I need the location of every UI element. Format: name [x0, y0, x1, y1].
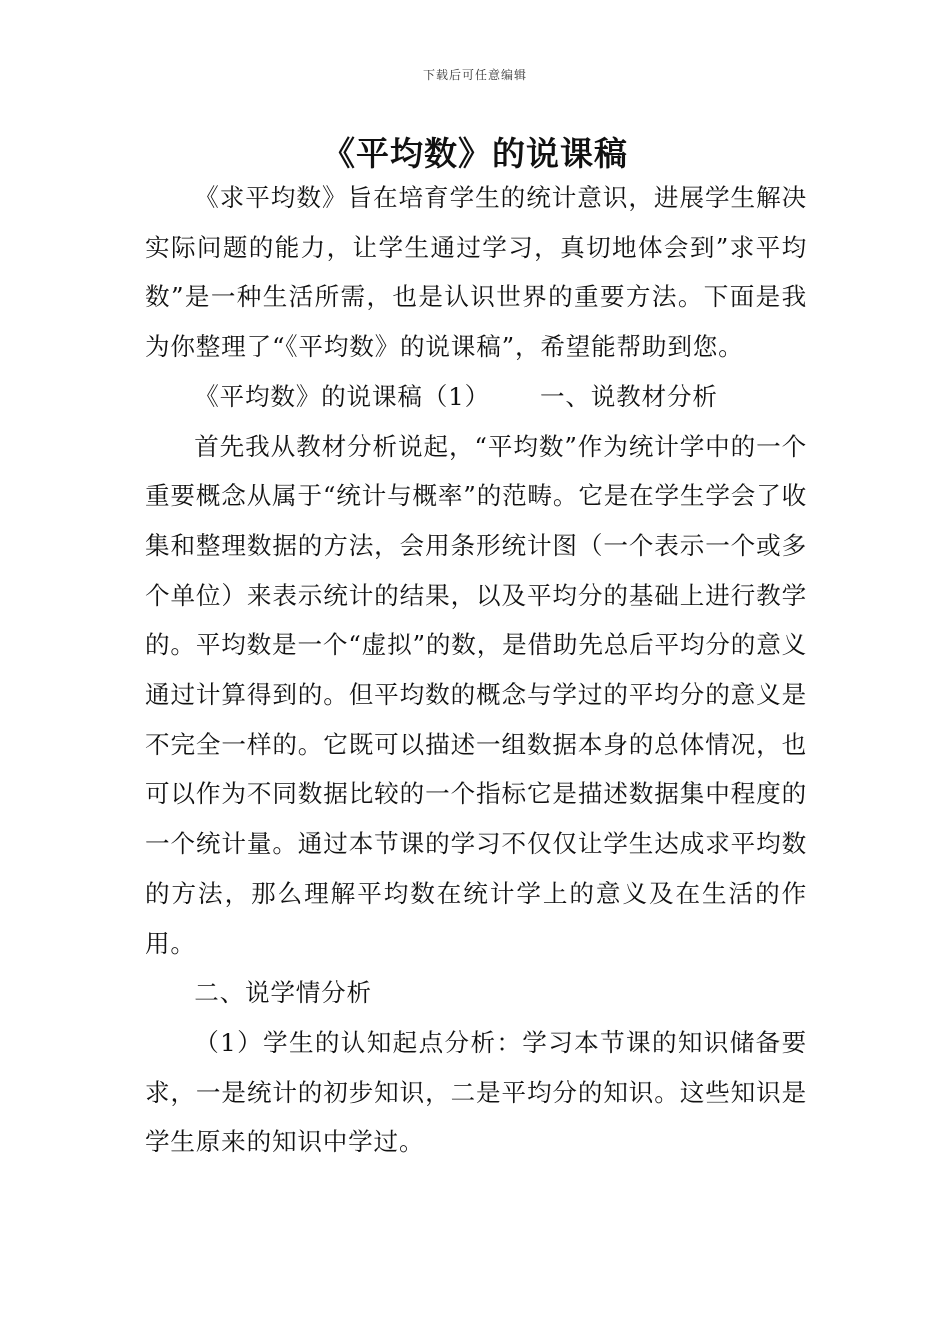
- section2-heading: 二、说学情分析: [194, 978, 372, 1008]
- intro-paragraph: 《求平均数》旨在培育学生的统计意识，进展学生解决实际问题的能力，让学生通过学习，真切地体会到”求平均数”是一种生活所需，也是认识世界的重要方法。下面是我为你整理了“《平均数》的说课稿”，希望能帮助到您。: [145, 183, 807, 362]
- section1-heading: 一、说教材分析: [539, 381, 718, 411]
- section1-subtitle: 《平均数》的说课稿（1）: [194, 381, 490, 411]
- section1-heading-line: [145, 372, 807, 422]
- document-body: [145, 173, 807, 1167]
- section1-paragraph: 首先我从教材分析说起，“平均数”作为统计学中的一个重要概念从属于“统计与概率”的范畴。它是在学生学会了收集和整理数据的方法，会用条形统计图（一个表示一个或多个单位）来表示统计的结果，以及平均分的基础上进行教学的。平均数是一个“虚拟”的数，是借助先总后平均分的意义通过计算得到的。但平均数的概念与学过的平均分的意义是不完全一样的。它既可以描述一组数据本身的总体情况，也可以作为不同数据比较的一个指标它是描述数据集中程度的一个统计量。通过本节课的学习不仅仅让学生达成求平均数的方法，那么理解平均数在统计学上的意义及在生活的作用。: [145, 431, 807, 958]
- section2-paragraph: （1）学生的认知起点分析：学习本节课的知识储备要求，一是统计的初步知识，二是平均分的知识。这些知识是学生原来的知识中学过。: [145, 1027, 807, 1157]
- header-note: 下载后可任意编辑: [422, 68, 527, 82]
- document-title: 《平均数》的说课稿: [322, 134, 628, 173]
